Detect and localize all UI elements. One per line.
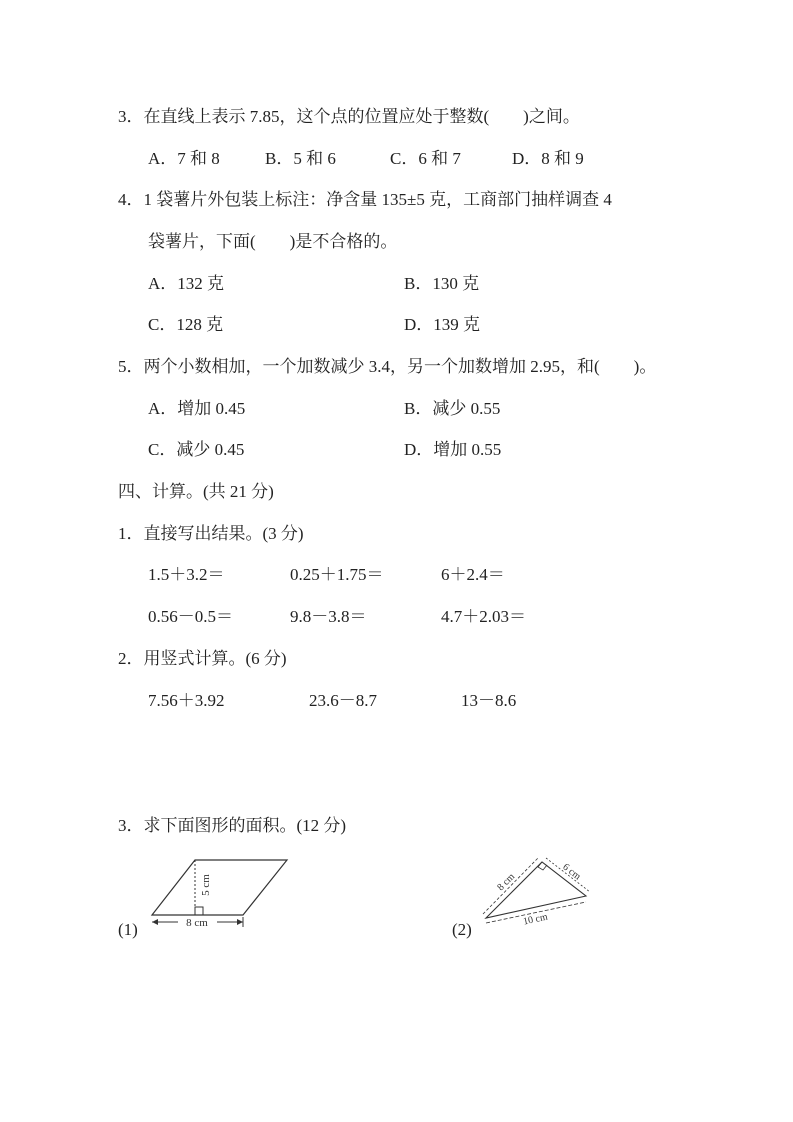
calc-2-3: 4.7＋2.03＝ (441, 607, 526, 626)
q5-option-b: B．减少 0.55 (404, 399, 501, 418)
vertical-calc-3: 13－8.6 (461, 691, 517, 710)
q5-option-a: A．增加 0.45 (148, 399, 246, 418)
calc-2-1: 0.56－0.5＝ (148, 607, 233, 626)
q5-option-d: D．增加 0.55 (404, 440, 502, 459)
q4-option-a: A．132 克 (148, 274, 225, 293)
q4-stem-line2: 袋薯片，下面( )是不合格的。 (148, 232, 398, 251)
q4-option-b: B．130 克 (404, 274, 480, 293)
figure2-label: (2) (452, 920, 472, 939)
right-triangle-figure (480, 852, 600, 932)
section4-title: 四、计算。(共 21 分) (118, 482, 274, 501)
calc-2-2: 9.8－3.8＝ (290, 607, 367, 626)
vertical-calc-2: 23.6－8.7 (309, 691, 377, 710)
q5-option-c: C．减少 0.45 (148, 440, 245, 459)
figure1-label: (1) (118, 920, 138, 939)
q3-option-a: A．7 和 8 (148, 149, 220, 168)
q3-option-b: B．5 和 6 (265, 149, 336, 168)
q4-option-c: C．128 克 (148, 315, 224, 334)
side-b-label: 6 cm (560, 861, 583, 883)
q4-option-d: D．139 克 (404, 315, 481, 334)
hypotenuse-label: 10 cm (522, 911, 549, 928)
part1-title: 1．直接写出结果。(3 分) (118, 524, 304, 543)
q3-option-c: C．6 和 7 (390, 149, 461, 168)
calc-1-1: 1.5＋3.2＝ (148, 565, 225, 584)
part3-title: 3．求下面图形的面积。(12 分) (118, 816, 347, 835)
base-label: 8 cm (186, 917, 208, 929)
q3-stem: 3．在直线上表示 7.85，这个点的位置应处于整数( )之间。 (118, 107, 580, 126)
q5-stem: 5．两个小数相加，一个加数减少 3.4，另一个加数增加 2.95，和( )。 (118, 357, 657, 376)
calc-1-3: 6＋2.4＝ (441, 565, 505, 584)
q3-option-d: D．8 和 9 (512, 149, 584, 168)
calc-1-2: 0.25＋1.75＝ (290, 565, 384, 584)
vertical-calc-1: 7.56＋3.92 (148, 691, 225, 710)
parallelogram-figure (145, 855, 295, 935)
height-label: 5 cm (200, 874, 212, 896)
q4-stem-line1: 4．1 袋薯片外包装上标注：净含量 135±5 克，工商部门抽样调查 4 (118, 190, 612, 209)
part2-title: 2．用竖式计算。(6 分) (118, 649, 287, 668)
side-a-label: 8 cm (495, 871, 518, 894)
